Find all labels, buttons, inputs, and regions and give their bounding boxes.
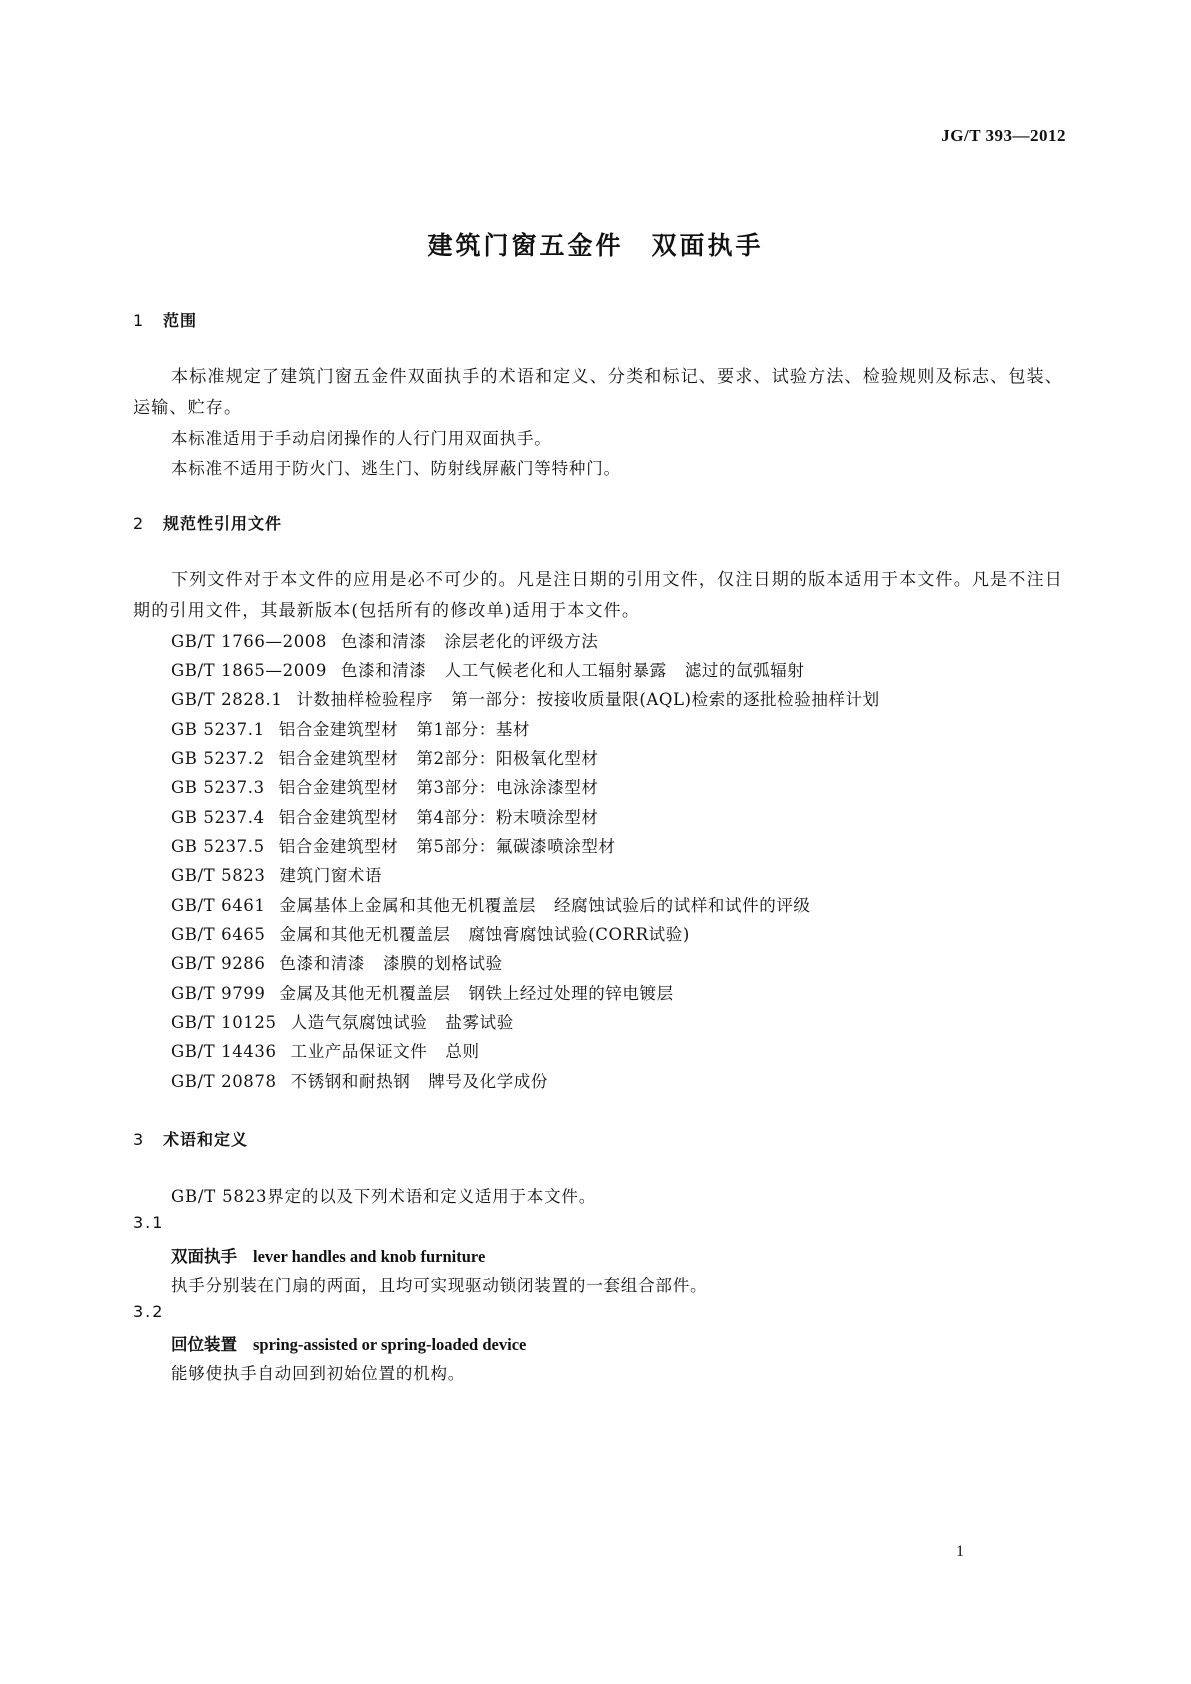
reference-item: GB 5237.2 铝合金建筑型材 第2部分：阳极氧化型材 xyxy=(171,749,599,768)
reference-item: GB/T 6461 金属基体上金属和其他无机覆盖层 经腐蚀试验后的试样和试件的评级 xyxy=(171,896,811,915)
term-chinese: 回位装置 xyxy=(171,1335,237,1354)
term-english: spring-assisted or spring-loaded device xyxy=(253,1335,527,1354)
section-3-intro: GB/T 5823界定的以及下列术语和定义适用于本文件。 xyxy=(171,1187,597,1206)
standard-code: JG/T 393—2012 xyxy=(941,126,1066,145)
section-1-paragraph-3: 本标准不适用于防火门、逃生门、防射线屏蔽门等特种门。 xyxy=(171,459,621,478)
reference-item: GB/T 1865—2009 色漆和清漆 人工气候老化和人工辐射暴露 滤过的氙弧辐射 xyxy=(171,661,805,680)
reference-item: GB/T 9799 金属及其他无机覆盖层 钢铁上经过处理的锌电镀层 xyxy=(171,984,674,1003)
section-3-heading xyxy=(133,1127,248,1150)
reference-item: GB 5237.4 铝合金建筑型材 第4部分：粉末喷涂型材 xyxy=(171,808,599,827)
section-title: 术语和定义 xyxy=(163,1130,249,1149)
term-3-2-number: 3.2 xyxy=(133,1302,165,1321)
term-3-1-heading xyxy=(171,1243,485,1267)
reference-item: GB/T 14436 工业产品保证文件 总则 xyxy=(171,1042,480,1061)
reference-item: GB/T 2828.1 计数抽样检验程序 第一部分：按接收质量限(AQL)检索的逐批检验抽样计划 xyxy=(171,690,880,709)
section-number: 1 xyxy=(133,311,145,330)
section-1-paragraph-2: 本标准适用于手动启闭操作的人行门用双面执手。 xyxy=(171,429,552,448)
reference-item: GB/T 6465 金属和其他无机覆盖层 腐蚀膏腐蚀试验(CORR试验) xyxy=(171,925,690,944)
section-1-paragraph-1: 本标准规定了建筑门窗五金件双面执手的术语和定义、分类和标记、要求、试验方法、检验规则及标志、包装、运输、贮存。 xyxy=(133,367,1063,418)
reference-item: GB/T 5823 建筑门窗术语 xyxy=(171,866,383,885)
section-title: 范围 xyxy=(163,311,198,330)
term-english: lever handles and knob furniture xyxy=(253,1247,486,1266)
document-title: 建筑门窗五金件 双面执手 xyxy=(427,231,764,260)
reference-item: GB/T 9286 色漆和清漆 漆膜的划格试验 xyxy=(171,954,503,973)
reference-item: GB 5237.1 铝合金建筑型材 第1部分：基材 xyxy=(171,720,531,739)
section-2-intro: 下列文件对于本文件的应用是必不可少的。凡是注日期的引用文件，仅注日期的版本适用于本文件。凡是不注日期的引用文件，其最新版本(包括所有的修改单)适用于本文件。 xyxy=(133,570,1063,621)
reference-item: GB/T 1766—2008 色漆和清漆 涂层老化的评级方法 xyxy=(171,632,599,651)
term-3-2-definition: 能够使执手自动回到初始位置的机构。 xyxy=(171,1364,466,1383)
reference-item: GB/T 20878 不锈钢和耐热钢 牌号及化学成份 xyxy=(171,1072,549,1091)
section-number: 3 xyxy=(133,1130,145,1149)
term-3-1-definition: 执手分别装在门扇的两面，且均可实现驱动锁闭装置的一套组合部件。 xyxy=(171,1276,708,1295)
reference-item: GB/T 10125 人造气氛腐蚀试验 盐雾试验 xyxy=(171,1013,514,1032)
reference-item: GB 5237.3 铝合金建筑型材 第3部分：电泳涂漆型材 xyxy=(171,778,599,797)
reference-item: GB 5237.5 铝合金建筑型材 第5部分：氟碳漆喷涂型材 xyxy=(171,837,616,856)
term-chinese: 双面执手 xyxy=(171,1247,237,1266)
term-3-2-heading xyxy=(171,1331,526,1355)
section-number: 2 xyxy=(133,514,145,533)
section-title: 规范性引用文件 xyxy=(163,514,283,533)
page-number: 1 xyxy=(956,1543,964,1560)
section-2-heading xyxy=(133,511,282,534)
term-3-1-number: 3.1 xyxy=(133,1213,165,1232)
section-1-heading xyxy=(133,308,197,331)
